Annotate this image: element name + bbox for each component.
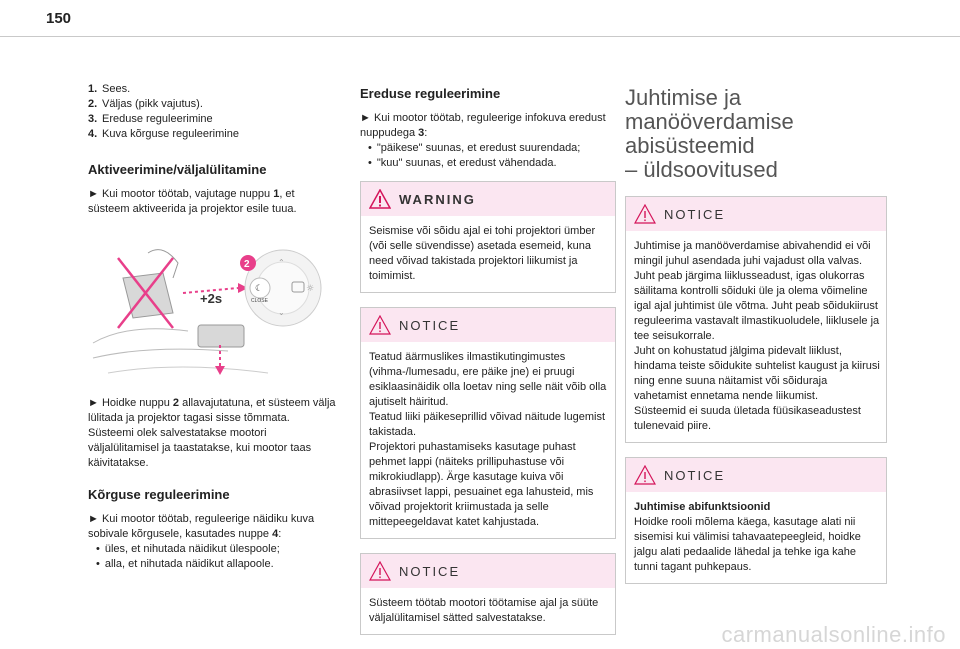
heading-activation: Aktiveerimine/väljalülitamine	[88, 162, 267, 177]
notice-subtitle: Juhtimise abifunktsioonid	[634, 501, 771, 513]
section-title: Juhtimise ja manööverdamise abisüsteemid – üldsoovitused	[625, 85, 794, 182]
notice-header	[361, 308, 615, 342]
page-number: 150	[46, 10, 72, 27]
legend-list	[88, 82, 338, 142]
list-item: 2. Väljas (pikk vajutus).	[88, 98, 203, 110]
notice-icon	[634, 204, 656, 224]
paragraph-hold: ► Hoidke nuppu 2 allavajutatuna, et süsteem välja lülitada ja projektor tagasi sisse tõmmata. Süsteemi olek salvestatakse mootori väljalülitamisel ja taastatakse, kui mootor taas käivitatakse.	[88, 397, 336, 469]
notice-label: NOTICE	[664, 467, 726, 483]
svg-text:2: 2	[244, 259, 250, 270]
list-item: • üles, et nihutada näidikut ülespoole;	[96, 542, 338, 557]
notice-header	[626, 458, 886, 492]
column-right	[625, 86, 887, 598]
svg-text:CLOSE: CLOSE	[251, 298, 268, 304]
notice-text: Hoidke rooli mõlema käega, kasutage alati nii sisemisi kui välimisi tahavaatepeegleid, hoidke jalgu alati pedaalide lähedal ja tehke iga kahe tunni tagant puhkepaus.	[634, 516, 861, 573]
top-divider	[0, 36, 960, 37]
brightness-bullets	[360, 141, 616, 171]
svg-text:⌃: ⌃	[278, 258, 285, 267]
notice-header	[361, 554, 615, 588]
list-item: • "päikese" suunas, et eredust suurendada;	[368, 141, 616, 156]
heading-brightness: Ereduse reguleerimine	[360, 86, 501, 101]
column-middle	[360, 86, 616, 649]
watermark: carmanualsonline.info	[721, 622, 946, 647]
notice-box	[360, 553, 616, 635]
svg-text:⌄: ⌄	[278, 308, 285, 317]
notice-body	[626, 492, 886, 583]
notice-text: Teatud äärmuslikes ilmastikutingimustes (vihma-/lumesadu, ere päike jne) ei pruugi esiklaasinäidik olla loetav ning selle näit võib olla ajutiselt häiritud. Teatud liiki päikeseprillid võivad näitude lugemist takistada. Projektori puhastamiseks kasutage puhast pehmet lappi (näiteks prillipuhastuse või mikrokiudlapp). Ärge kasutage kuiva või abrasiivset lappi, pesuainet ega lahusteid, mis võivad projektorit kriimustada ja selle mittepeegeldavat katet kahjustada.	[369, 351, 607, 528]
list-item: 1. Sees.	[88, 83, 131, 95]
list-item: • alla, et nihutada näidikut allapoole.	[96, 557, 338, 572]
svg-text:+2s: +2s	[200, 291, 223, 306]
heading-height: Kõrguse reguleerimine	[88, 487, 230, 502]
notice-icon	[369, 561, 391, 581]
hud-button-illustration	[88, 233, 338, 383]
list-item: • "kuu" suunas, et eredust vähendada.	[368, 156, 616, 171]
warning-box	[360, 181, 616, 293]
notice-text: Süsteem töötab mootori töötamise ajal ja süüte väljalülitamisel sätted salvestatakse.	[369, 597, 599, 624]
paragraph-height: ► Kui mootor töötab, reguleerige näidiku kuva sobivale kõrgusele, kasutades nuppe 4:	[88, 513, 315, 540]
svg-text:☼: ☼	[306, 284, 315, 294]
column-left	[88, 82, 338, 572]
warning-label: WARNING	[399, 191, 476, 207]
notice-box	[360, 307, 616, 539]
notice-header	[626, 197, 886, 231]
list-item: 4. Kuva kõrguse reguleerimine	[88, 128, 239, 140]
notice-box	[625, 196, 887, 443]
paragraph-brightness: ► Kui mootor töötab, reguleerige infokuva eredust nuppudega 3:	[360, 112, 606, 139]
warning-text: Seismise või sõidu ajal ei tohi projektori ümber (või selle süvendisse) asetada esemeid, kuna need võivad takistada projektori liikumist ja toimimist.	[369, 225, 596, 282]
notice-label: NOTICE	[664, 206, 726, 222]
notice-label: NOTICE	[399, 563, 461, 579]
notice-icon	[369, 315, 391, 335]
notice-icon	[634, 465, 656, 485]
warning-icon	[369, 189, 391, 209]
notice-box	[625, 457, 887, 584]
paragraph-activation: ► Kui mootor töötab, vajutage nuppu 1, et süsteem aktiveerida ja projektor esile tuua.	[88, 188, 297, 215]
list-item: 3. Ereduse reguleerimine	[88, 113, 213, 125]
height-bullets	[88, 542, 338, 572]
notice-label: NOTICE	[399, 317, 461, 333]
notice-text: Juhtimise ja manööverdamise abivahendid ei või mingil juhul asendada juhi vajadust olla valvas. Juht peab järgima liiklusseadust, igas olukorras säilitama kontrolli sõiduki üle ja olema võimeline igal ajal juhtimist üle võtma. Juht peab sõidukiirust reguleerima vastavalt ilmastikuoludele, liiklusele ja tee seisukorrale. Juht on kohustatud jälgima pidevalt liiklust, hindama teiste sõidukite suhtelist kaugust ja kiirusi ning enne suuna näitamist või sõiduraja vahetamist ennetama nende liikumist. Süsteemid ei suuda ületada füüsikaseadustest tulenevaid piire.	[634, 240, 880, 432]
warning-header	[361, 182, 615, 216]
svg-text:☾: ☾	[255, 284, 264, 294]
